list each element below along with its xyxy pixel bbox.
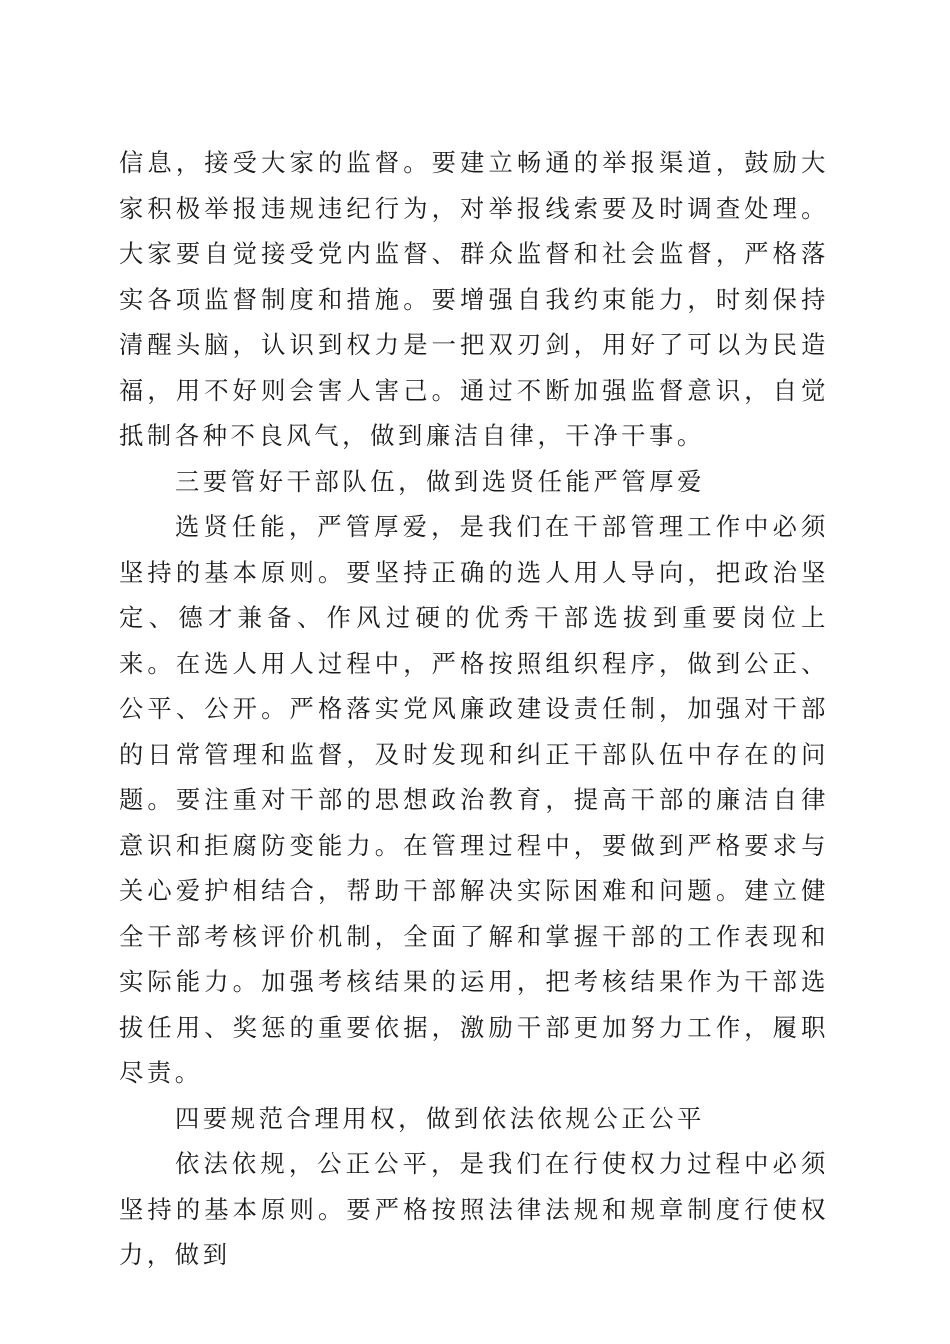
body-paragraph: 信息，接受大家的监督。要建立畅通的举报渠道，鼓励大家积极举报违规违纪行为，对举报线索要及时调查处理。大家要自觉接受党内监督、群众监督和社会监督，严格落实各项监督制度和措施。要增强自我约束能力，时刻保持清醒头脑，认识到权力是一把双刃剑，用好了可以为民造福，用不好则会害人害己。通过不断加强监督意识，自觉抵制各种不良风气，做到廉洁自律，干净干事。: [119, 148, 829, 450]
document-body: [119, 140, 829, 1278]
section-heading: 三要管好干部队伍，做到选贤任能严管厚爱: [175, 466, 706, 496]
section-heading: 四要规范合理用权，做到依法依规公正公平: [175, 1103, 706, 1133]
body-paragraph: 选贤任能，严管厚爱，是我们在干部管理工作中必须坚持的基本原则。要坚持正确的选人用人导向，把政治坚定、德才兼备、作风过硬的优秀干部选拔到重要岗位上来。在选人用人过程中，严格按照组织程序，做到公正、公平、公开。严格落实党风廉政建设责任制，加强对干部的日常管理和监督，及时发现和纠正干部队伍中存在的问题。要注重对干部的思想政治教育，提高干部的廉洁自律意识和拒腐防变能力。在管理过程中，要做到严格要求与关心爱护相结合，帮助干部解决实际困难和问题。建立健全干部考核评价机制，全面了解和掌握干部的工作表现和实际能力。加强考核结果的运用，把考核结果作为干部选拔任用、奖惩的重要依据，激励干部更加努力工作，履职尽责。: [119, 512, 829, 1087]
body-paragraph: 依法依规，公正公平，是我们在行使权力过程中必须坚持的基本原则。要严格按照法律法规和规章制度行使权力，做到: [119, 1149, 829, 1269]
